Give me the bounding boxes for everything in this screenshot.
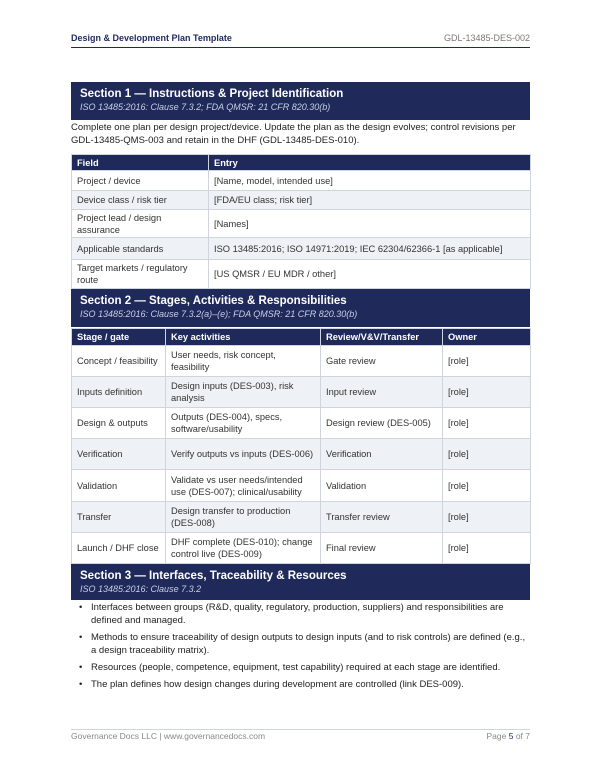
stage-cell: Validation	[72, 470, 166, 502]
review-cell: Validation	[321, 470, 443, 502]
entry-cell: [Names]	[209, 210, 531, 238]
table-row	[72, 191, 531, 210]
owner-cell: [role]	[443, 470, 531, 502]
review-cell: Final review	[321, 533, 443, 564]
review-cell: Gate review	[321, 346, 443, 377]
list-item	[71, 601, 530, 627]
header-rule	[71, 47, 530, 48]
entry-cell: [US QMSR / EU MDR / other]	[209, 260, 531, 289]
table-row	[72, 502, 531, 533]
page-suffix: of 7	[513, 731, 530, 741]
list-item-text: Interfaces between groups (R&D, quality, regulatory, production, suppliers) and responsibilities are defined and managed.	[91, 602, 504, 626]
stage-cell: Transfer	[72, 502, 166, 533]
owner-cell: [role]	[443, 377, 531, 408]
table-header-row	[72, 329, 531, 346]
column-header: Stage / gate	[72, 329, 166, 346]
owner-cell: [role]	[443, 408, 531, 439]
column-header: Owner	[443, 329, 531, 346]
table-row	[72, 346, 531, 377]
owner-cell: [role]	[443, 346, 531, 377]
section-2-title: Section 2 — Stages, Activities & Responsibilities	[80, 295, 347, 307]
bullet-icon: •	[79, 679, 83, 690]
table-row	[72, 171, 531, 191]
table-row	[72, 377, 531, 408]
section-3-subtitle: ISO 13485:2016: Clause 7.3.2	[80, 584, 202, 594]
table-row	[72, 408, 531, 439]
stage-cell: Verification	[72, 439, 166, 470]
stage-cell: Concept / feasibility	[72, 346, 166, 377]
table-row	[72, 470, 531, 502]
owner-cell: [role]	[443, 502, 531, 533]
column-header: Review/V&V/Transfer	[321, 329, 443, 346]
activities-cell: Outputs (DES-004), specs, software/usability	[166, 408, 321, 439]
owner-cell: [role]	[443, 533, 531, 564]
table-header-row	[72, 155, 531, 171]
bullet-icon: •	[79, 662, 83, 673]
section-1-intro: Complete one plan per design project/device. Update the plan as the design evolves; control revisions per GDL-13485-QMS-003 and retain in the DHF (GDL-13485-DES-010).	[71, 122, 516, 146]
table-row	[72, 210, 531, 238]
stage-cell: Launch / DHF close	[72, 533, 166, 564]
document-id: GDL-13485-DES-002	[443, 33, 530, 43]
footer-company: Governance Docs LLC | www.governancedocs.com	[71, 731, 266, 741]
activities-cell: DHF complete (DES-010); change control live (DES-009)	[166, 533, 321, 564]
page-number	[487, 731, 531, 741]
section-1-subtitle: ISO 13485:2016: Clause 7.3.2; FDA QMSR: 21 CFR 820.30(b)	[80, 102, 331, 112]
table-row	[72, 533, 531, 564]
section-3-title: Section 3 — Interfaces, Traceability & Resources	[80, 570, 347, 582]
bullet-icon: •	[79, 632, 83, 643]
entry-cell: [FDA/EU class; risk tier]	[209, 191, 531, 210]
footer-rule	[71, 729, 530, 730]
field-cell: Applicable standards	[72, 238, 209, 260]
section-1-title: Section 1 — Instructions & Project Identification	[80, 88, 344, 100]
list-item	[71, 661, 530, 674]
section-2-heading	[71, 289, 530, 327]
list-item	[71, 678, 530, 691]
entry-cell: [Name, model, intended use]	[209, 171, 531, 191]
table-row	[72, 439, 531, 470]
activities-cell: Validate vs user needs/intended use (DES-007); clinical/usability	[166, 470, 321, 502]
list-item-text: Resources (people, competence, equipment, test capability) required at each stage are identified.	[91, 662, 501, 673]
activities-cell: User needs, risk concept, feasibility	[166, 346, 321, 377]
stages-table	[71, 328, 531, 564]
document-title: Design & Development Plan Template	[71, 33, 232, 43]
stage-cell: Inputs definition	[72, 377, 166, 408]
table-row	[72, 260, 531, 289]
stage-cell: Design & outputs	[72, 408, 166, 439]
column-header: Entry	[209, 155, 531, 171]
section-1-heading	[71, 82, 530, 120]
field-cell: Project lead / design assurance	[72, 210, 209, 238]
page-header	[71, 33, 530, 47]
activities-cell: Design transfer to production (DES-008)	[166, 502, 321, 533]
field-cell: Project / device	[72, 171, 209, 191]
section-3-bullet-list	[71, 601, 530, 695]
activities-cell: Verify outputs vs inputs (DES-006)	[166, 439, 321, 470]
table-row	[72, 238, 531, 260]
page-prefix: Page	[486, 731, 509, 741]
field-cell: Target markets / regulatory route	[72, 260, 209, 289]
review-cell: Verification	[321, 439, 443, 470]
section-3-heading	[71, 564, 530, 600]
review-cell: Design review (DES-005)	[321, 408, 443, 439]
owner-cell: [role]	[443, 439, 531, 470]
field-cell: Device class / risk tier	[72, 191, 209, 210]
page-current: 5	[508, 731, 514, 741]
project-identification-table	[71, 154, 531, 289]
bullet-icon: •	[79, 602, 83, 613]
review-cell: Input review	[321, 377, 443, 408]
entry-cell: ISO 13485:2016; ISO 14971:2019; IEC 62304/62366-1 [as applicable]	[209, 238, 531, 260]
column-header: Key activities	[166, 329, 321, 346]
activities-cell: Design inputs (DES-003), risk analysis	[166, 377, 321, 408]
section-2-subtitle: ISO 13485:2016: Clause 7.3.2(a)–(e); FDA QMSR: 21 CFR 820.30(b)	[80, 309, 358, 319]
list-item	[71, 631, 530, 657]
list-item-text: The plan defines how design changes during development are controlled (link DES-009).	[91, 679, 464, 690]
column-header: Field	[72, 155, 209, 171]
review-cell: Transfer review	[321, 502, 443, 533]
list-item-text: Methods to ensure traceability of design outputs to design inputs (and to risk controls) are defined (e.g., a design traceability matrix).	[91, 632, 526, 656]
